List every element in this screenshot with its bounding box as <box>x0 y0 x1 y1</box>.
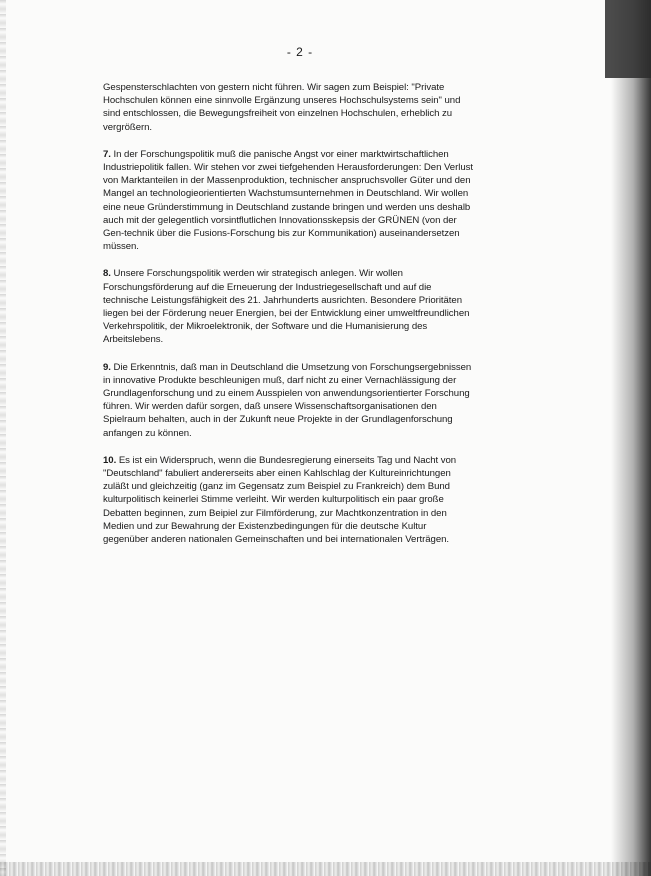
text-line: Arbeitslebens. <box>103 334 164 346</box>
text-line <box>103 148 503 161</box>
text-line: zuläßt und gleichzeitig (ganz im Gegensatz zum Beispiel zu Frankreich) dem Bund <box>103 481 450 493</box>
text-line: Mangel an technologieorientierten Wachstumsunternehmen in Deutschland. Wir wollen <box>103 188 469 200</box>
paragraph-9 <box>103 361 503 440</box>
text-line-content: Unsere Forschungspolitik werden wir strategisch anlegen. Wir wollen <box>113 268 403 280</box>
text-line: Verkehrspolitik, der Mikroelektronik, der Software und die Humanisierung des <box>103 321 428 333</box>
page-number: - 2 - <box>286 45 314 59</box>
text-line: Spielraum behalten, auch in der Zukunft neue Projekte in der Grundlagenforschung <box>103 414 453 426</box>
paragraph-continuation <box>103 81 503 134</box>
text-line: anfangen zu können. <box>103 427 192 439</box>
text-line <box>103 454 503 467</box>
text-line: technische Leistungsfähigkeit des 21. Jahrhunderts ausrichten. Besondere Prioritäten <box>103 294 462 306</box>
text-line: Grundlagenforschung und zu einem Ausspielen von anwendungsorientierter Forschung <box>103 388 470 400</box>
text-line: in innovative Produkte beschleunigen muß, darf nicht zu einer Vernachlässigung der <box>103 374 457 386</box>
text-line: auch mit der gelegentlich vorsintflutlichen Innovationsskepsis der GRÜNEN (von der <box>103 214 457 226</box>
text-line-content: In der Forschungspolitik muß die panische Angst vor einer marktwirtschaftlichen <box>113 148 449 160</box>
document-body <box>103 81 503 560</box>
text-line: "Deutschland" fabuliert andererseits aber einen Kahlschlag der Kultureinrichtungen <box>103 468 451 480</box>
scan-artifact-top-right <box>605 0 651 78</box>
text-line: müssen. <box>103 241 139 253</box>
text-line: sind entschlossen, die Bewegungsfreiheit von einzelnen Hochschulen, erheblich zu <box>103 108 453 120</box>
paragraph-number: 9. <box>103 361 111 373</box>
scan-artifact-bottom <box>0 862 651 876</box>
text-line: vergrößern. <box>103 121 153 133</box>
text-line: Hochschulen können eine sinnvolle Ergänzung unseres Hochschulsystems sein" und <box>103 95 461 107</box>
scan-artifact-right-edge <box>611 0 651 876</box>
text-line: Gespensterschlachten von gestern nicht führen. Wir sagen zum Beispiel: "Private <box>103 82 445 93</box>
text-line-content: Es ist ein Widerspruch, wenn die Bundesregierung einerseits Tag und Nacht von <box>118 454 457 466</box>
paragraph-8 <box>103 267 503 346</box>
text-line: Gen-technik über die Fusions-Forschung bis zur Kommunikation) auseinandersetzen <box>103 228 460 240</box>
text-line <box>103 267 503 280</box>
text-line: liegen bei der Förderung neuer Energien, bei der Entwicklung einer umweltfreundlichen <box>103 308 470 320</box>
text-line: Debatten beginnen, zum Beipiel zur Filmförderung, zur Machtkonzentration in den <box>103 507 447 519</box>
text-line: Industriepolitik fallen. Wir stehen vor zwei tiefgehenden Herausforderungen: Den Verlust <box>103 162 473 174</box>
paragraph-number: 7. <box>103 148 111 160</box>
text-line: Forschungsförderung auf die Erneuerung der Industriegesellschaft und auf die <box>103 281 432 293</box>
text-line: gegenüber anderen nationalen Gemeinschaften und bei internationalen Verträgen. <box>103 534 450 546</box>
paragraph-number: 10. <box>103 454 117 466</box>
scan-artifact-left <box>0 0 6 876</box>
paragraph-number: 8. <box>103 268 111 280</box>
text-line <box>103 361 503 374</box>
text-line: kulturpolitisch keinerlei Stimme verleiht. Wir werden kulturpolitisch ein paar große <box>103 494 444 506</box>
text-line: Medien und zur Bewahrung der Existenzbedingungen für die deutsche Kultur <box>103 520 427 532</box>
paragraph-10 <box>103 454 503 546</box>
text-line: eine neue Gründerstimmung in Deutschland zustande bringen und werden uns deshalb <box>103 201 471 213</box>
paragraph-7 <box>103 148 503 254</box>
text-line: führen. Wir werden dafür sorgen, daß unsere Wissenschaftsorganisationen den <box>103 401 437 413</box>
text-line: von Marktanteilen in der Massenproduktion, technischer anspruchsvoller Güter und den <box>103 175 471 187</box>
text-line-content: Die Erkenntnis, daß man in Deutschland die Umsetzung von Forschungsergebnissen <box>113 361 472 373</box>
